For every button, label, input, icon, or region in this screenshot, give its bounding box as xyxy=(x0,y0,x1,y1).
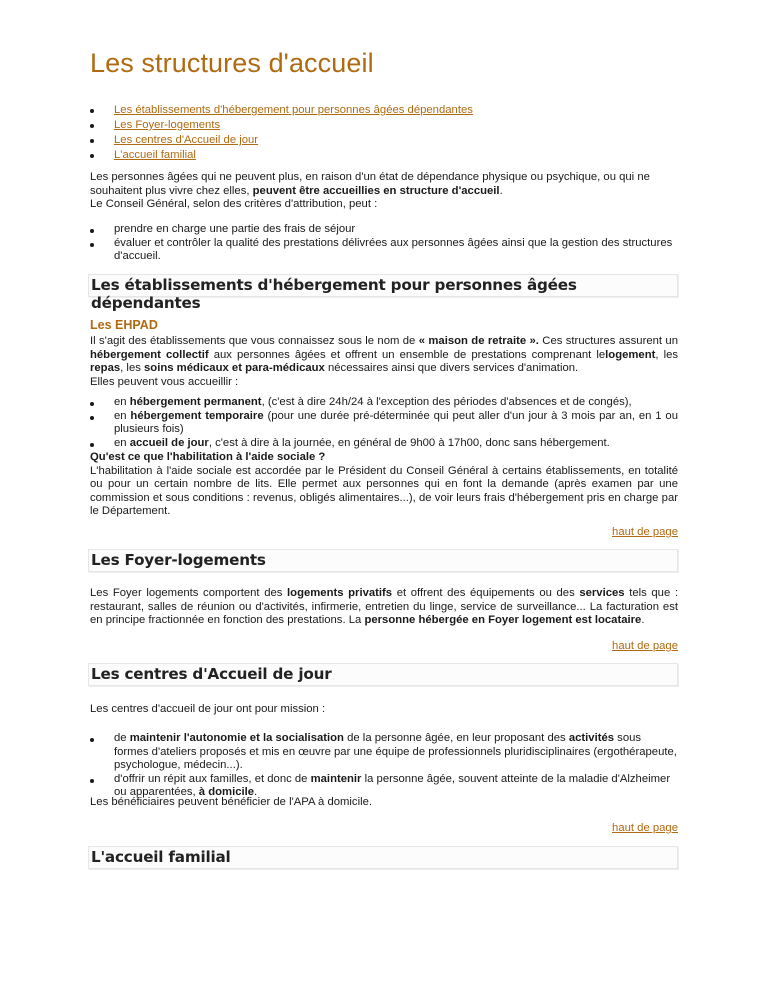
ehpad-paragraph: Il s'agit des établissements que vous connaissez sous le nom de « maison de retraite ». Ces structures assurent un hébergement collectif aux personnes âgées et offrent un ensemble de prestations comprenant lelogement, les repas, les soins médicaux et para-médicaux nécessaires ainsi que divers services d'animation. Elles peuvent vous accueillir : xyxy=(90,335,679,388)
list-item: de maintenir l'autonomie et la socialisation de la personne âgée, en leur proposant des activités sous formes d'ateliers proposés et mis en œuvre par une équipe de professionnels pluridisciplinaires (ergothérapeute, psychologue, médecin...). xyxy=(90,732,678,773)
ehpad-list xyxy=(90,396,678,450)
aide-sociale-question: Qu'est ce que l'habilitation à l'aide sociale ? xyxy=(90,451,326,463)
foyer-paragraph: Les Foyer logements comportent des logements privatifs et offrent des équipements ou des services tels que : restaurant, salles de réunion ou d'activités, infirmerie, entretien du linge, service de surveillance... La facturation est en principe fractionnée en fonction des prestations. La personne hébergée en Foyer logement est locataire. xyxy=(90,587,678,627)
toc-link-accueil-de-jour[interactable]: Les centres d'Accueil de jour xyxy=(114,134,259,146)
aide-sociale-block xyxy=(90,451,678,519)
intro xyxy=(90,171,678,212)
back-to-top-link[interactable]: haut de page xyxy=(612,640,678,652)
section-heading-accueil-de-jour: Les centres d'Accueil de jour xyxy=(88,663,678,686)
toc-link-accueil-familial[interactable]: L'accueil familial xyxy=(114,149,196,161)
accueil-jour-note: Les bénéficiaires peuvent bénéficier de l'APA à domicile. xyxy=(90,796,373,808)
aide-sociale-text: L'habilitation à l'aide sociale est accordée par le Président du Conseil Général à certains établissements, en totalité ou pour un certain nombre de lits. Elle permet aux personnes qui en font la demande (après examen par une commission et sous conditions : revenus, obligés alimentaires...), de voir leurs frais d'hébergement pris en charge par le Département. xyxy=(90,464,678,518)
toc-item xyxy=(90,133,473,148)
toc-item xyxy=(90,118,473,133)
toc-link-ehpad[interactable]: Les établissements d'hébergement pour personnes âgées dépendantes xyxy=(114,104,473,116)
section-heading-foyer-logements: Les Foyer-logements xyxy=(88,549,678,572)
toc-item xyxy=(90,103,473,118)
subheading-ehpad: Les EHPAD xyxy=(90,318,158,332)
accueil-jour-list xyxy=(90,732,678,800)
list-item: évaluer et contrôler la qualité des prestations délivrées aux personnes âgées ainsi que la gestion des structures d'accueil. xyxy=(90,237,678,264)
list-item: en hébergement permanent, (c'est à dire 24h/24 à l'exception des périodes d'absences et de congés), xyxy=(90,396,678,410)
table-of-contents xyxy=(90,103,473,163)
intro-paragraph: Les personnes âgées qui ne peuvent plus, en raison d'un état de dépendance physique ou psychique, ou qui ne souhaitent plus vivre chez elles, peuvent être accueillies en structure d'accueil. xyxy=(90,171,650,197)
page-title: Les structures d'accueil xyxy=(90,48,374,78)
list-item: en hébergement temporaire (pour une durée pré-déterminée qui peut aller d'un jour à 3 mois par an, en 1 ou plusieurs fois) xyxy=(90,410,678,437)
toc-item xyxy=(90,148,473,163)
intro-paragraph-2: Le Conseil Général, selon des critères d'attribution, peut : xyxy=(90,198,378,211)
section-heading-ehpad: Les établissements d'hébergement pour personnes âgées dépendantes xyxy=(88,274,678,297)
accueil-jour-intro: Les centres d'accueil de jour ont pour mission : xyxy=(90,703,326,715)
intro-list xyxy=(90,223,678,264)
back-to-top-link[interactable]: haut de page xyxy=(612,526,678,538)
list-item: en accueil de jour, c'est à dire à la journée, en général de 9h00 à 17h00, donc sans hébergement. xyxy=(90,437,678,451)
section-heading-accueil-familial: L'accueil familial xyxy=(88,846,678,869)
toc-link-foyer-logements[interactable]: Les Foyer-logements xyxy=(114,119,221,131)
back-to-top-link[interactable]: haut de page xyxy=(612,822,678,834)
list-item: prendre en charge une partie des frais de séjour xyxy=(90,223,678,237)
list-item: d'offrir un répit aux familles, et donc de maintenir la personne âgée, souvent atteinte de la maladie d'Alzheimer ou apparentées, à domicile. xyxy=(90,773,678,800)
